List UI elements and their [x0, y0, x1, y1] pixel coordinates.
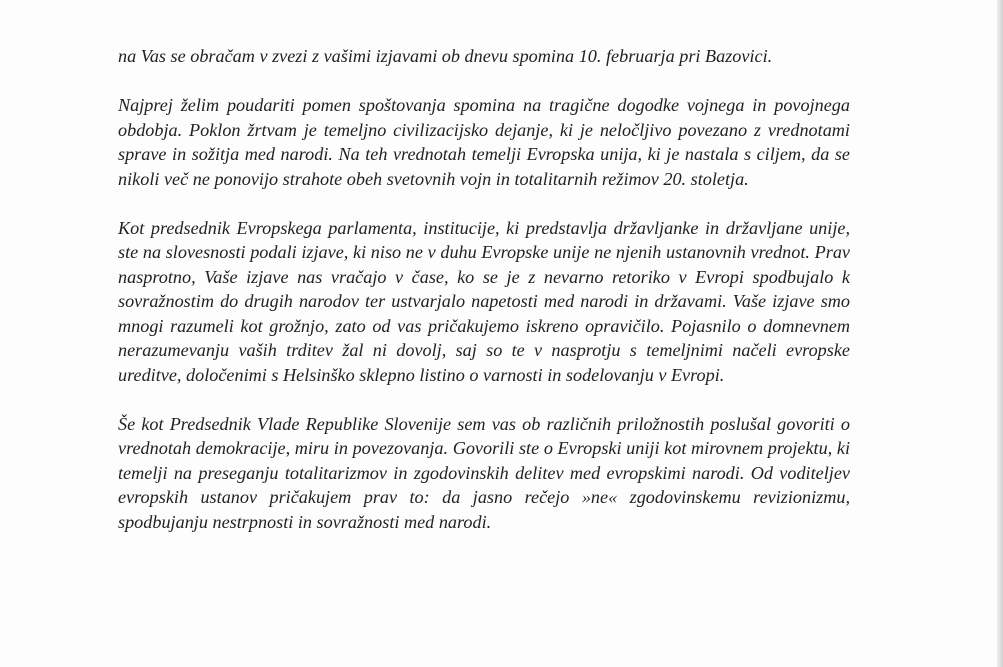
- paragraph-statements: Kot predsednik Evropskega parlamenta, institucije, ki predstavlja državljanke in državljane unije, ste na slovesnosti podali izjave, ki niso ne v duhu Evropske unije ne njenih ustanovnih vrednot. Prav nasprotno, Vaše izjave nas vračajo v čase, ko se je z nevarno retoriko v Evropi spodbujalo k sovražnostim do drugih narodov ter ustvarjalo napetosti med narodi in državami. Vaše izjave smo mnogi razumeli kot grožnjo, zato od vas pričakujemo iskreno opravičilo. Pojasnilo o domnevnem nerazumevanju vaših trditev žal ni dovolj, saj so te v nasprotju s temeljnimi načeli evropske ureditve, določenimi s Helsinško sklepno listino o varnosti in sodelovanju v Evropi.: [118, 217, 850, 385]
- paragraph-remembrance: Najprej želim poudariti pomen spoštovanja spomina na tragične dogodke vojnega in povojnega obdobja. Poklon žrtvam je temeljno civilizacijsko dejanje, ki je neločljivo povezano z vrednotami sprave in sožitja med narodi. Na teh vrednotah temelji Evropska unija, ki je nastala s ciljem, da se nikoli več ne ponovijo strahote obeh svetovnih vojn in totalitarnih režimov 20. stoletja.: [118, 95, 850, 189]
- page-edge-shadow: [997, 0, 1003, 667]
- paragraph-intro: na Vas se obračam v zvezi z vašimi izjavami ob dnevu spomina 10. februarja pri Bazovici.: [118, 46, 773, 66]
- letter-body: [118, 44, 850, 559]
- paragraph-values: Še kot Predsednik Vlade Republike Slovenije sem vas ob različnih priložnostih poslušal govoriti o vrednotah demokracije, miru in povezovanja. Govorili ste o Evropski uniji kot mirovnem projektu, ki temelji na preseganju totalitarizmov in zgodovinskih delitev med evropskimi narodi. Od voditeljev evropskih ustanov pričakujem prav to: da jasno rečejo »ne« zgodovinskemu revizionizmu, spodbujanju nestrpnosti in sovražnosti med narodi.: [118, 413, 850, 532]
